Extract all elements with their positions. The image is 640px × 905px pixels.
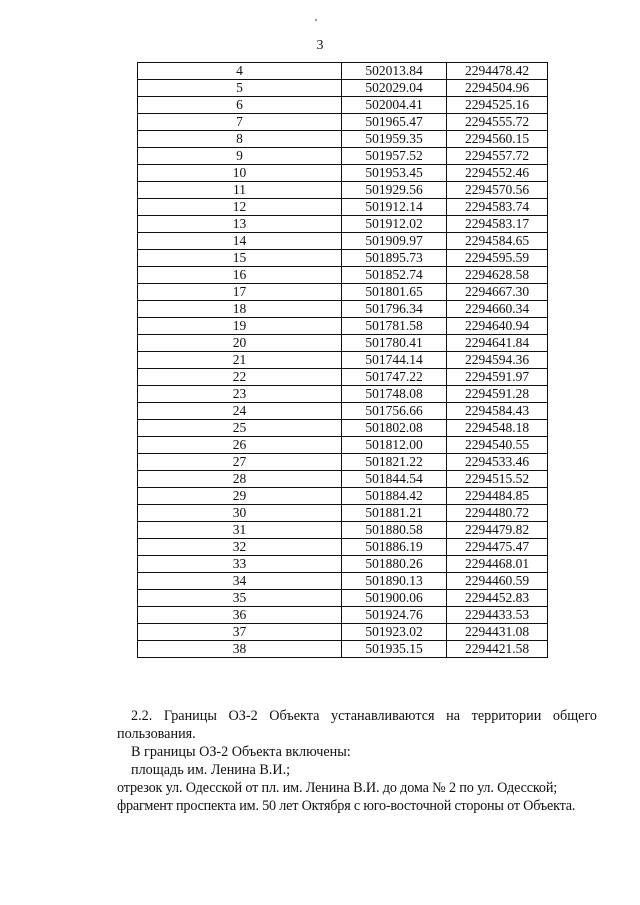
y-coordinate-cell: 2294468.01 (447, 556, 548, 573)
y-coordinate-cell: 2294628.58 (447, 267, 548, 284)
x-coordinate-cell: 501959.35 (342, 131, 447, 148)
table-row (138, 369, 548, 386)
y-coordinate-cell: 2294591.28 (447, 386, 548, 403)
table-row (138, 165, 548, 182)
y-coordinate-cell: 2294557.72 (447, 148, 548, 165)
table-row (138, 522, 548, 539)
table-row (138, 80, 548, 97)
y-coordinate-cell: 2294595.59 (447, 250, 548, 267)
point-number-cell: 23 (138, 386, 342, 403)
point-number-cell: 6 (138, 97, 342, 114)
y-coordinate-cell: 2294584.65 (447, 233, 548, 250)
x-coordinate-cell: 501935.15 (342, 641, 447, 658)
x-coordinate-cell: 501881.21 (342, 505, 447, 522)
y-coordinate-cell: 2294594.36 (447, 352, 548, 369)
point-number-cell: 31 (138, 522, 342, 539)
table-row (138, 505, 548, 522)
table-row (138, 284, 548, 301)
table-row (138, 63, 548, 80)
x-coordinate-cell: 501912.02 (342, 216, 447, 233)
point-number-cell: 37 (138, 624, 342, 641)
point-number-cell: 16 (138, 267, 342, 284)
y-coordinate-cell: 2294431.08 (447, 624, 548, 641)
y-coordinate-cell: 2294583.17 (447, 216, 548, 233)
y-coordinate-cell: 2294480.72 (447, 505, 548, 522)
point-number-cell: 27 (138, 454, 342, 471)
y-coordinate-cell: 2294452.83 (447, 590, 548, 607)
included-item-street-segment: отрезок ул. Одесской от пл. им. Ленина В.И. до дома № 2 по ул. Одесской; (117, 780, 558, 796)
y-coordinate-cell: 2294641.84 (447, 335, 548, 352)
table-row (138, 420, 548, 437)
y-coordinate-cell: 2294533.46 (447, 454, 548, 471)
y-coordinate-cell: 2294478.42 (447, 63, 548, 80)
point-number-cell: 5 (138, 80, 342, 97)
table-row (138, 403, 548, 420)
point-number-cell: 13 (138, 216, 342, 233)
table-row (138, 573, 548, 590)
table-row (138, 556, 548, 573)
x-coordinate-cell: 501748.08 (342, 386, 447, 403)
point-number-cell: 17 (138, 284, 342, 301)
table-row (138, 471, 548, 488)
x-coordinate-cell: 501747.22 (342, 369, 447, 386)
y-coordinate-cell: 2294475.47 (447, 539, 548, 556)
table-row (138, 199, 548, 216)
scan-speck (315, 19, 317, 21)
point-number-cell: 12 (138, 199, 342, 216)
x-coordinate-cell: 501796.34 (342, 301, 447, 318)
x-coordinate-cell: 502029.04 (342, 80, 447, 97)
table-row (138, 97, 548, 114)
y-coordinate-cell: 2294484.85 (447, 488, 548, 505)
coordinates-table (137, 62, 548, 658)
table-row (138, 318, 548, 335)
y-coordinate-cell: 2294591.97 (447, 369, 548, 386)
x-coordinate-cell: 501900.06 (342, 590, 447, 607)
point-number-cell: 21 (138, 352, 342, 369)
included-item-square: площадь им. Ленина В.И.; (131, 762, 291, 778)
x-coordinate-cell: 501965.47 (342, 114, 447, 131)
y-coordinate-cell: 2294584.43 (447, 403, 548, 420)
x-coordinate-cell: 501890.13 (342, 573, 447, 590)
point-number-cell: 33 (138, 556, 342, 573)
point-number-cell: 20 (138, 335, 342, 352)
x-coordinate-cell: 501886.19 (342, 539, 447, 556)
point-number-cell: 10 (138, 165, 342, 182)
table-row (138, 454, 548, 471)
x-coordinate-cell: 501802.08 (342, 420, 447, 437)
x-coordinate-cell: 501895.73 (342, 250, 447, 267)
point-number-cell: 4 (138, 63, 342, 80)
x-coordinate-cell: 502004.41 (342, 97, 447, 114)
table-row (138, 488, 548, 505)
x-coordinate-cell: 501909.97 (342, 233, 447, 250)
x-coordinate-cell: 501821.22 (342, 454, 447, 471)
table-row (138, 301, 548, 318)
x-coordinate-cell: 501880.58 (342, 522, 447, 539)
x-coordinate-cell: 501844.54 (342, 471, 447, 488)
x-coordinate-cell: 501756.66 (342, 403, 447, 420)
x-coordinate-cell: 501923.02 (342, 624, 447, 641)
x-coordinate-cell: 502013.84 (342, 63, 447, 80)
y-coordinate-cell: 2294640.94 (447, 318, 548, 335)
table-row (138, 641, 548, 658)
x-coordinate-cell: 501780.41 (342, 335, 447, 352)
point-number-cell: 38 (138, 641, 342, 658)
x-coordinate-cell: 501924.76 (342, 607, 447, 624)
point-number-cell: 14 (138, 233, 342, 250)
y-coordinate-cell: 2294552.46 (447, 165, 548, 182)
x-coordinate-cell: 501781.58 (342, 318, 447, 335)
y-coordinate-cell: 2294479.82 (447, 522, 548, 539)
table-row (138, 539, 548, 556)
x-coordinate-cell: 501912.14 (342, 199, 447, 216)
table-row (138, 131, 548, 148)
y-coordinate-cell: 2294560.15 (447, 131, 548, 148)
x-coordinate-cell: 501929.56 (342, 182, 447, 199)
point-number-cell: 11 (138, 182, 342, 199)
y-coordinate-cell: 2294525.16 (447, 97, 548, 114)
x-coordinate-cell: 501957.52 (342, 148, 447, 165)
table-row (138, 114, 548, 131)
table-row (138, 250, 548, 267)
y-coordinate-cell: 2294583.74 (447, 199, 548, 216)
y-coordinate-cell: 2294421.58 (447, 641, 548, 658)
table-row (138, 624, 548, 641)
y-coordinate-cell: 2294540.55 (447, 437, 548, 454)
point-number-cell: 9 (138, 148, 342, 165)
x-coordinate-cell: 501953.45 (342, 165, 447, 182)
point-number-cell: 15 (138, 250, 342, 267)
table-row (138, 233, 548, 250)
point-number-cell: 8 (138, 131, 342, 148)
y-coordinate-cell: 2294667.30 (447, 284, 548, 301)
x-coordinate-cell: 501801.65 (342, 284, 447, 301)
y-coordinate-cell: 2294460.59 (447, 573, 548, 590)
point-number-cell: 34 (138, 573, 342, 590)
y-coordinate-cell: 2294570.56 (447, 182, 548, 199)
y-coordinate-cell: 2294555.72 (447, 114, 548, 131)
x-coordinate-cell: 501884.42 (342, 488, 447, 505)
page-number: 3 (316, 38, 324, 53)
y-coordinate-cell: 2294515.52 (447, 471, 548, 488)
x-coordinate-cell: 501852.74 (342, 267, 447, 284)
body-text (117, 707, 597, 815)
point-number-cell: 30 (138, 505, 342, 522)
table-row (138, 590, 548, 607)
included-heading: В границы ОЗ-2 Объекта включены: (131, 744, 351, 760)
table-row (138, 216, 548, 233)
point-number-cell: 18 (138, 301, 342, 318)
table-row (138, 267, 548, 284)
y-coordinate-cell: 2294548.18 (447, 420, 548, 437)
x-coordinate-cell: 501744.14 (342, 352, 447, 369)
point-number-cell: 28 (138, 471, 342, 488)
point-number-cell: 36 (138, 607, 342, 624)
table-row (138, 386, 548, 403)
point-number-cell: 25 (138, 420, 342, 437)
table-row (138, 352, 548, 369)
included-item-prospect-fragment: фрагмент проспекта им. 50 лет Октября с юго-восточной стороны от Объекта. (117, 798, 576, 814)
paragraph-2-2: 2.2. Границы ОЗ-2 Объекта устанавливаются на территории общего пользования. (117, 708, 597, 742)
point-number-cell: 7 (138, 114, 342, 131)
table-row (138, 335, 548, 352)
point-number-cell: 19 (138, 318, 342, 335)
point-number-cell: 26 (138, 437, 342, 454)
y-coordinate-cell: 2294433.53 (447, 607, 548, 624)
table-row (138, 182, 548, 199)
table-row (138, 148, 548, 165)
y-coordinate-cell: 2294504.96 (447, 80, 548, 97)
point-number-cell: 32 (138, 539, 342, 556)
point-number-cell: 24 (138, 403, 342, 420)
x-coordinate-cell: 501880.26 (342, 556, 447, 573)
table-row (138, 437, 548, 454)
y-coordinate-cell: 2294660.34 (447, 301, 548, 318)
table-row (138, 607, 548, 624)
point-number-cell: 22 (138, 369, 342, 386)
x-coordinate-cell: 501812.00 (342, 437, 447, 454)
point-number-cell: 29 (138, 488, 342, 505)
point-number-cell: 35 (138, 590, 342, 607)
